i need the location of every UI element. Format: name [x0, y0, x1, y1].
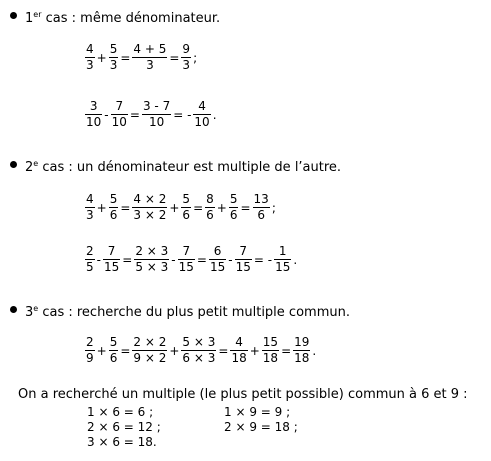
- operator: =: [218, 343, 229, 358]
- numerator: 7: [182, 244, 191, 258]
- fraction: [181, 193, 191, 222]
- fraction: [181, 336, 216, 365]
- numerator: 7: [239, 244, 248, 258]
- fraction: [235, 245, 252, 274]
- fraction: [253, 193, 270, 222]
- operator: +: [96, 343, 107, 358]
- numerator: 19: [294, 335, 310, 349]
- numerator: 4: [235, 335, 243, 349]
- operator: +: [169, 343, 180, 358]
- denominator: 6: [109, 351, 118, 365]
- fraction: [109, 336, 119, 365]
- denominator: 3: [146, 58, 154, 72]
- fraction: [132, 193, 167, 222]
- fraction: [209, 245, 226, 274]
- fraction: [181, 43, 191, 72]
- numerator: 2 × 3: [135, 244, 169, 258]
- denominator: 6: [182, 208, 191, 222]
- denominator: 15: [235, 260, 251, 274]
- denominator: 5: [86, 260, 94, 274]
- fraction: [142, 100, 171, 129]
- multiple-row: 3 × 6 = 18.: [87, 435, 157, 449]
- numerator: 5: [182, 192, 191, 206]
- operator: =: [120, 343, 131, 358]
- fraction: [262, 336, 279, 365]
- fraction: [205, 193, 215, 222]
- operator: .: [212, 107, 217, 122]
- denominator: 6: [257, 208, 265, 222]
- denominator: 6: [229, 208, 238, 222]
- fraction: [103, 245, 120, 274]
- denominator: 3: [86, 58, 94, 72]
- denominator: 10: [148, 115, 165, 129]
- denominator: 18: [231, 351, 247, 365]
- operator: +: [216, 200, 227, 215]
- denominator: 3: [109, 58, 118, 72]
- fraction: [109, 193, 119, 222]
- numerator: 2: [86, 335, 94, 349]
- operator: +: [96, 50, 107, 65]
- bullet-icon: [10, 306, 17, 313]
- operator: =: [240, 200, 251, 215]
- fraction: [178, 245, 195, 274]
- operator: ;: [271, 200, 276, 215]
- operator: +: [249, 343, 260, 358]
- multiple-row: 1 × 9 = 9 ;: [224, 405, 291, 419]
- denominator: 5 × 3: [135, 260, 169, 274]
- fraction: [85, 336, 95, 365]
- numerator: 5 × 3: [182, 335, 216, 349]
- operator: .: [312, 343, 317, 358]
- numerator: 5: [109, 42, 118, 56]
- case-1-equation-1: [85, 43, 199, 72]
- operator: =: [122, 252, 133, 267]
- denominator: 15: [209, 260, 226, 274]
- numerator: 1: [278, 244, 287, 258]
- numerator: 2 × 2: [133, 335, 167, 349]
- fraction: [132, 43, 167, 72]
- operator: = -: [253, 252, 273, 267]
- operator: ;: [193, 50, 198, 65]
- fraction: [134, 245, 169, 274]
- operator: =: [196, 252, 207, 267]
- denominator: 3 × 2: [133, 208, 167, 222]
- numerator: 2: [86, 244, 94, 258]
- fraction: [85, 43, 95, 72]
- denominator: 18: [294, 351, 310, 365]
- multiples-intro: On a recherché un multiple (le plus petit possible) commun à 6 et 9 :: [18, 387, 468, 402]
- denominator: 10: [194, 115, 210, 129]
- operator: = -: [173, 107, 192, 122]
- denominator: 10: [86, 115, 102, 129]
- numerator: 5: [229, 192, 238, 206]
- denominator: 3: [86, 208, 94, 222]
- operator: -: [96, 252, 101, 267]
- operator: -: [104, 107, 109, 122]
- denominator: 15: [275, 260, 291, 274]
- numerator: 3 - 7: [142, 99, 171, 113]
- denominator: 15: [103, 260, 120, 274]
- multiple-row: 2 × 6 = 12 ;: [87, 420, 161, 434]
- fraction: [230, 336, 247, 365]
- case-3-equation-1: [85, 336, 318, 365]
- numerator: 4 + 5: [133, 42, 167, 56]
- denominator: 6: [109, 208, 118, 222]
- operator: -: [228, 252, 233, 267]
- fraction: [229, 193, 239, 222]
- denominator: 18: [262, 351, 279, 365]
- denominator: 6 × 3: [182, 351, 216, 365]
- denominator: 15: [178, 260, 194, 274]
- numerator: 4: [86, 42, 94, 56]
- case-2-equation-1: [85, 193, 278, 222]
- fraction: [85, 100, 102, 129]
- numerator: 13: [253, 192, 269, 206]
- denominator: 10: [111, 115, 127, 129]
- numerator: 3: [89, 99, 98, 113]
- multiples-of-6: [87, 405, 161, 450]
- case-3-heading: 3e cas : recherche du plus petit multiple commun.: [25, 304, 350, 320]
- operator: =: [129, 107, 140, 122]
- denominator: 6: [206, 208, 214, 222]
- fraction: [193, 100, 210, 129]
- fraction: [85, 245, 95, 274]
- operator: =: [120, 50, 131, 65]
- denominator: 9: [86, 351, 94, 365]
- operator: .: [293, 252, 298, 267]
- multiple-row: 1 × 6 = 6 ;: [87, 405, 154, 419]
- operator: =: [120, 200, 131, 215]
- fraction: [274, 245, 291, 274]
- fraction: [109, 43, 119, 72]
- numerator: 7: [115, 99, 124, 113]
- case-2-heading: 2e cas : un dénominateur est multiple de l’autre.: [25, 159, 342, 175]
- fraction: [293, 336, 310, 365]
- numerator: 4: [86, 192, 94, 206]
- numerator: 4 × 2: [133, 192, 167, 206]
- multiples-of-9: [224, 405, 298, 435]
- operator: +: [169, 200, 180, 215]
- numerator: 7: [107, 244, 116, 258]
- case-2-equation-2: [85, 245, 299, 274]
- numerator: 9: [182, 42, 191, 56]
- denominator: 9 × 2: [133, 351, 167, 365]
- numerator: 5: [109, 192, 118, 206]
- operator: =: [169, 50, 180, 65]
- denominator: 3: [182, 58, 191, 72]
- operator: +: [96, 200, 107, 215]
- numerator: 6: [213, 244, 222, 258]
- operator: =: [193, 200, 204, 215]
- fraction: [132, 336, 167, 365]
- bullet-icon: [10, 161, 17, 168]
- numerator: 5: [109, 335, 118, 349]
- fraction: [111, 100, 128, 129]
- operator: =: [281, 343, 292, 358]
- numerator: 15: [262, 335, 279, 349]
- multiple-row: 2 × 9 = 18 ;: [224, 420, 298, 434]
- case-1-equation-2: [85, 100, 219, 129]
- case-1-heading: 1er cas : même dénominateur.: [25, 10, 221, 26]
- fraction: [85, 193, 95, 222]
- numerator: 4: [198, 99, 206, 113]
- numerator: 8: [206, 192, 214, 206]
- bullet-icon: [10, 12, 17, 19]
- operator: -: [171, 252, 176, 267]
